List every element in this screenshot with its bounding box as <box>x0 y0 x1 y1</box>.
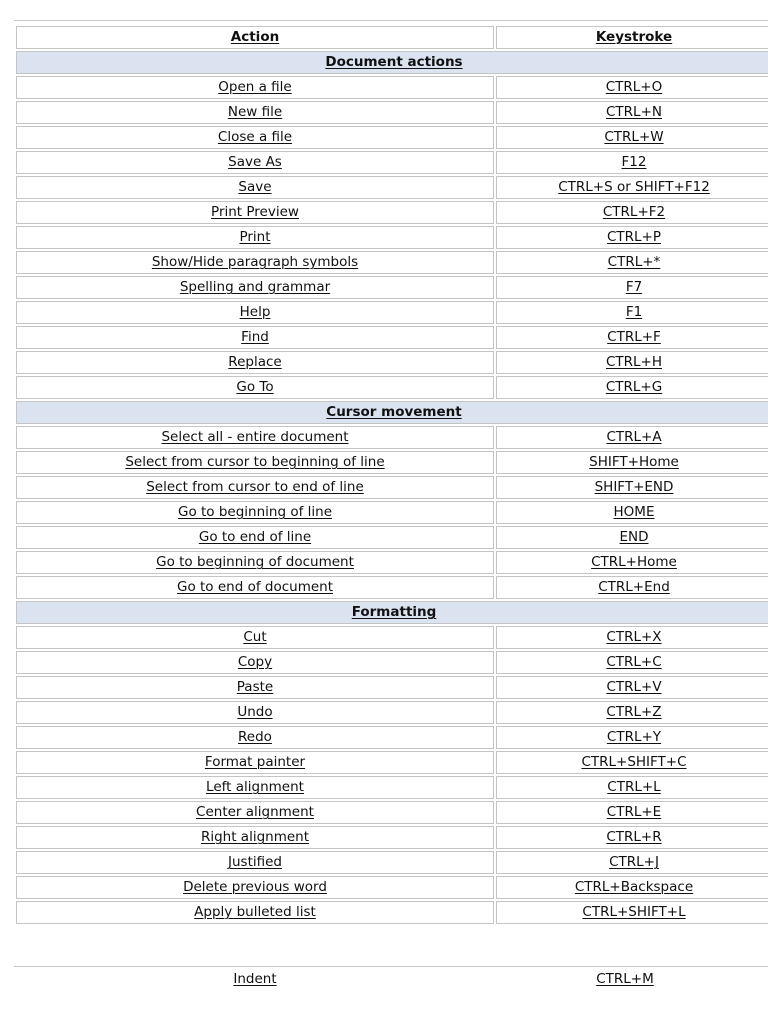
table-row <box>16 76 768 99</box>
keystroke-link[interactable]: CTRL+Y <box>606 729 662 745</box>
action-cell <box>16 651 494 674</box>
action-cell <box>16 226 494 249</box>
keystroke-cell <box>496 526 768 549</box>
table-row <box>16 676 768 699</box>
keystroke-cell <box>496 301 768 324</box>
table-row <box>16 301 768 324</box>
section-title[interactable]: Cursor movement <box>326 404 462 420</box>
action-cell <box>16 376 494 399</box>
action-cell <box>16 751 494 774</box>
header-keystroke-cell <box>496 26 768 49</box>
keystroke-link[interactable]: CTRL+J <box>609 854 659 870</box>
section-header-row <box>16 601 768 624</box>
action-link[interactable]: Go To <box>236 379 274 395</box>
shortcut-table-body <box>16 26 768 924</box>
keystroke-cell <box>496 901 768 924</box>
keystroke-cell <box>496 226 768 249</box>
keystroke-link[interactable]: CTRL+V <box>606 679 662 695</box>
action-link[interactable]: Paste <box>236 679 274 695</box>
keystroke-cell <box>496 801 768 824</box>
keystroke-cell <box>496 476 768 499</box>
keystroke-cell <box>496 251 768 274</box>
action-cell <box>16 201 494 224</box>
keystroke-link[interactable]: CTRL+X <box>606 629 662 645</box>
action-cell <box>16 876 494 899</box>
keystroke-link[interactable]: CTRL+End <box>598 579 670 595</box>
section-title-cell <box>16 401 768 424</box>
keystroke-cell <box>496 326 768 349</box>
keystroke-cell <box>496 851 768 874</box>
table-row <box>16 776 768 799</box>
action-cell <box>16 801 494 824</box>
action-link[interactable]: Show/Hide paragraph symbols <box>151 254 359 270</box>
table-row <box>16 576 768 599</box>
table-row <box>16 251 768 274</box>
table-row <box>16 651 768 674</box>
keystroke-cell <box>496 176 768 199</box>
header-keystroke-label[interactable]: Keystroke <box>595 29 673 45</box>
action-cell <box>16 626 494 649</box>
keystroke-link[interactable]: CTRL+F <box>607 329 661 345</box>
last-row-action <box>17 968 493 990</box>
action-link[interactable]: New file <box>227 104 283 120</box>
keystroke-link[interactable]: CTRL+SHIFT+L <box>582 904 686 920</box>
last-row-keystroke <box>496 968 754 990</box>
action-link[interactable]: Select all - entire document <box>161 429 349 445</box>
table-row <box>16 801 768 824</box>
action-link[interactable]: Right alignment <box>200 829 310 845</box>
action-link[interactable]: Go to end of document <box>177 579 333 595</box>
table-row <box>16 326 768 349</box>
action-link[interactable]: Save <box>238 179 272 195</box>
keystroke-link[interactable]: CTRL+E <box>606 804 662 820</box>
keystroke-cell <box>496 126 768 149</box>
keystroke-cell <box>496 376 768 399</box>
keystroke-link[interactable]: F7 <box>625 279 643 295</box>
action-cell <box>16 251 494 274</box>
last-row-keystroke-link[interactable]: CTRL+M <box>596 971 654 987</box>
table-row <box>16 826 768 849</box>
table-row <box>16 201 768 224</box>
action-link[interactable]: Print <box>239 229 271 245</box>
action-cell <box>16 301 494 324</box>
action-cell <box>16 701 494 724</box>
action-cell <box>16 476 494 499</box>
keystroke-cell <box>496 751 768 774</box>
action-cell <box>16 901 494 924</box>
last-row-action-link[interactable]: Indent <box>233 971 277 987</box>
table-row <box>16 901 768 924</box>
action-link[interactable]: Format painter <box>204 754 306 770</box>
keystroke-cell <box>496 701 768 724</box>
keystroke-link[interactable]: CTRL+Home <box>591 554 677 570</box>
keystroke-link[interactable]: CTRL+C <box>606 654 662 670</box>
action-cell <box>16 826 494 849</box>
action-link[interactable]: Spelling and grammar <box>179 279 331 295</box>
action-link[interactable]: Redo <box>238 729 272 745</box>
keystroke-cell <box>496 201 768 224</box>
keystroke-cell <box>496 351 768 374</box>
keystroke-cell <box>496 776 768 799</box>
table-row <box>16 701 768 724</box>
section-header-row <box>16 51 768 74</box>
action-link[interactable]: Go to beginning of line <box>178 504 332 520</box>
action-cell <box>16 501 494 524</box>
action-cell <box>16 351 494 374</box>
table-row <box>16 101 768 124</box>
action-link[interactable]: Left alignment <box>206 779 304 795</box>
action-cell <box>16 76 494 99</box>
keystroke-link[interactable]: CTRL+O <box>605 79 663 95</box>
section-title-cell <box>16 51 768 74</box>
section-header-row <box>16 401 768 424</box>
keystroke-link[interactable]: F1 <box>625 304 643 320</box>
table-row <box>16 851 768 874</box>
keystroke-link[interactable]: F12 <box>621 154 647 170</box>
keystroke-cell <box>496 276 768 299</box>
keystroke-cell <box>496 726 768 749</box>
table-row <box>16 526 768 549</box>
keystroke-link[interactable]: CTRL+* <box>607 254 661 270</box>
keystroke-link[interactable]: SHIFT+END <box>594 479 674 495</box>
action-link[interactable]: Save As <box>228 154 282 170</box>
action-link[interactable]: Help <box>239 304 271 320</box>
action-cell <box>16 576 494 599</box>
keystroke-cell <box>496 826 768 849</box>
header-action-cell <box>16 26 494 49</box>
header-action-label[interactable]: Action <box>230 29 280 45</box>
keystroke-link[interactable]: SHIFT+Home <box>589 454 679 470</box>
keystroke-cell <box>496 651 768 674</box>
action-cell <box>16 676 494 699</box>
table-row <box>16 226 768 249</box>
action-link[interactable]: Justified <box>228 854 282 870</box>
section-title-cell <box>16 601 768 624</box>
keystroke-link[interactable]: CTRL+H <box>605 354 663 370</box>
section-title[interactable]: Document actions <box>325 54 463 70</box>
keystroke-link[interactable]: CTRL+SHIFT+C <box>581 754 687 770</box>
keystroke-cell <box>496 151 768 174</box>
table-row <box>16 126 768 149</box>
action-cell <box>16 276 494 299</box>
keystroke-link[interactable]: CTRL+F2 <box>602 204 666 220</box>
action-cell <box>16 851 494 874</box>
top-divider <box>14 20 768 21</box>
keystroke-cell <box>496 76 768 99</box>
table-row <box>16 751 768 774</box>
table-row <box>16 376 768 399</box>
action-link[interactable]: Apply bulleted list <box>194 904 316 920</box>
keystroke-cell <box>496 426 768 449</box>
keystroke-cell <box>496 501 768 524</box>
table-header-row <box>16 26 768 49</box>
keystroke-cell <box>496 451 768 474</box>
action-cell <box>16 176 494 199</box>
action-link[interactable]: Undo <box>237 704 273 720</box>
action-link[interactable]: Cut <box>243 629 267 645</box>
table-row <box>16 876 768 899</box>
action-cell <box>16 326 494 349</box>
table-row <box>16 451 768 474</box>
keystroke-link[interactable]: END <box>619 529 649 545</box>
keystroke-link[interactable]: CTRL+G <box>605 379 663 395</box>
action-link[interactable]: Close a file <box>217 129 293 145</box>
action-link[interactable]: Print Preview <box>211 204 299 220</box>
keystroke-link[interactable]: CTRL+R <box>606 829 662 845</box>
action-cell <box>16 101 494 124</box>
action-cell <box>16 526 494 549</box>
table-row <box>16 151 768 174</box>
section-title[interactable]: Formatting <box>351 604 437 620</box>
keystroke-link[interactable]: CTRL+W <box>604 129 664 145</box>
action-cell <box>16 151 494 174</box>
action-link[interactable]: Find <box>241 329 269 345</box>
table-row <box>16 276 768 299</box>
table-row <box>16 176 768 199</box>
keystroke-link[interactable]: CTRL+N <box>606 104 662 120</box>
table-row <box>16 501 768 524</box>
action-link[interactable]: Open a file <box>218 79 292 95</box>
keystroke-cell <box>496 576 768 599</box>
action-link[interactable]: Select from cursor to beginning of line <box>125 454 385 470</box>
keystroke-cell <box>496 551 768 574</box>
table-row <box>16 426 768 449</box>
clipped-row-border <box>14 966 768 967</box>
keystroke-link[interactable]: CTRL+P <box>606 229 662 245</box>
keystroke-link[interactable]: CTRL+A <box>606 429 662 445</box>
action-cell <box>16 776 494 799</box>
keystroke-cell <box>496 676 768 699</box>
action-link[interactable]: Center alignment <box>196 804 314 820</box>
table-row <box>16 551 768 574</box>
keystroke-link[interactable]: CTRL+Backspace <box>574 879 694 895</box>
action-cell <box>16 426 494 449</box>
table-row <box>16 726 768 749</box>
keystroke-link[interactable]: HOME <box>613 504 655 520</box>
table-row <box>16 476 768 499</box>
action-cell <box>16 551 494 574</box>
keystroke-cell <box>496 876 768 899</box>
table-row <box>16 351 768 374</box>
action-link[interactable]: Delete previous word <box>183 879 327 895</box>
keystroke-link[interactable]: CTRL+L <box>607 779 661 795</box>
action-cell <box>16 451 494 474</box>
action-link[interactable]: Go to beginning of document <box>156 554 354 570</box>
action-link[interactable]: Copy <box>237 654 273 670</box>
action-link[interactable]: Select from cursor to end of line <box>146 479 364 495</box>
keystroke-cell <box>496 101 768 124</box>
keystroke-link[interactable]: CTRL+S or SHIFT+F12 <box>558 179 710 195</box>
table-row <box>16 626 768 649</box>
action-cell <box>16 126 494 149</box>
keystroke-link[interactable]: CTRL+Z <box>606 704 662 720</box>
action-link[interactable]: Replace <box>228 354 282 370</box>
shortcut-table <box>14 24 768 926</box>
action-cell <box>16 726 494 749</box>
action-link[interactable]: Go to end of line <box>198 529 312 545</box>
keystroke-cell <box>496 626 768 649</box>
